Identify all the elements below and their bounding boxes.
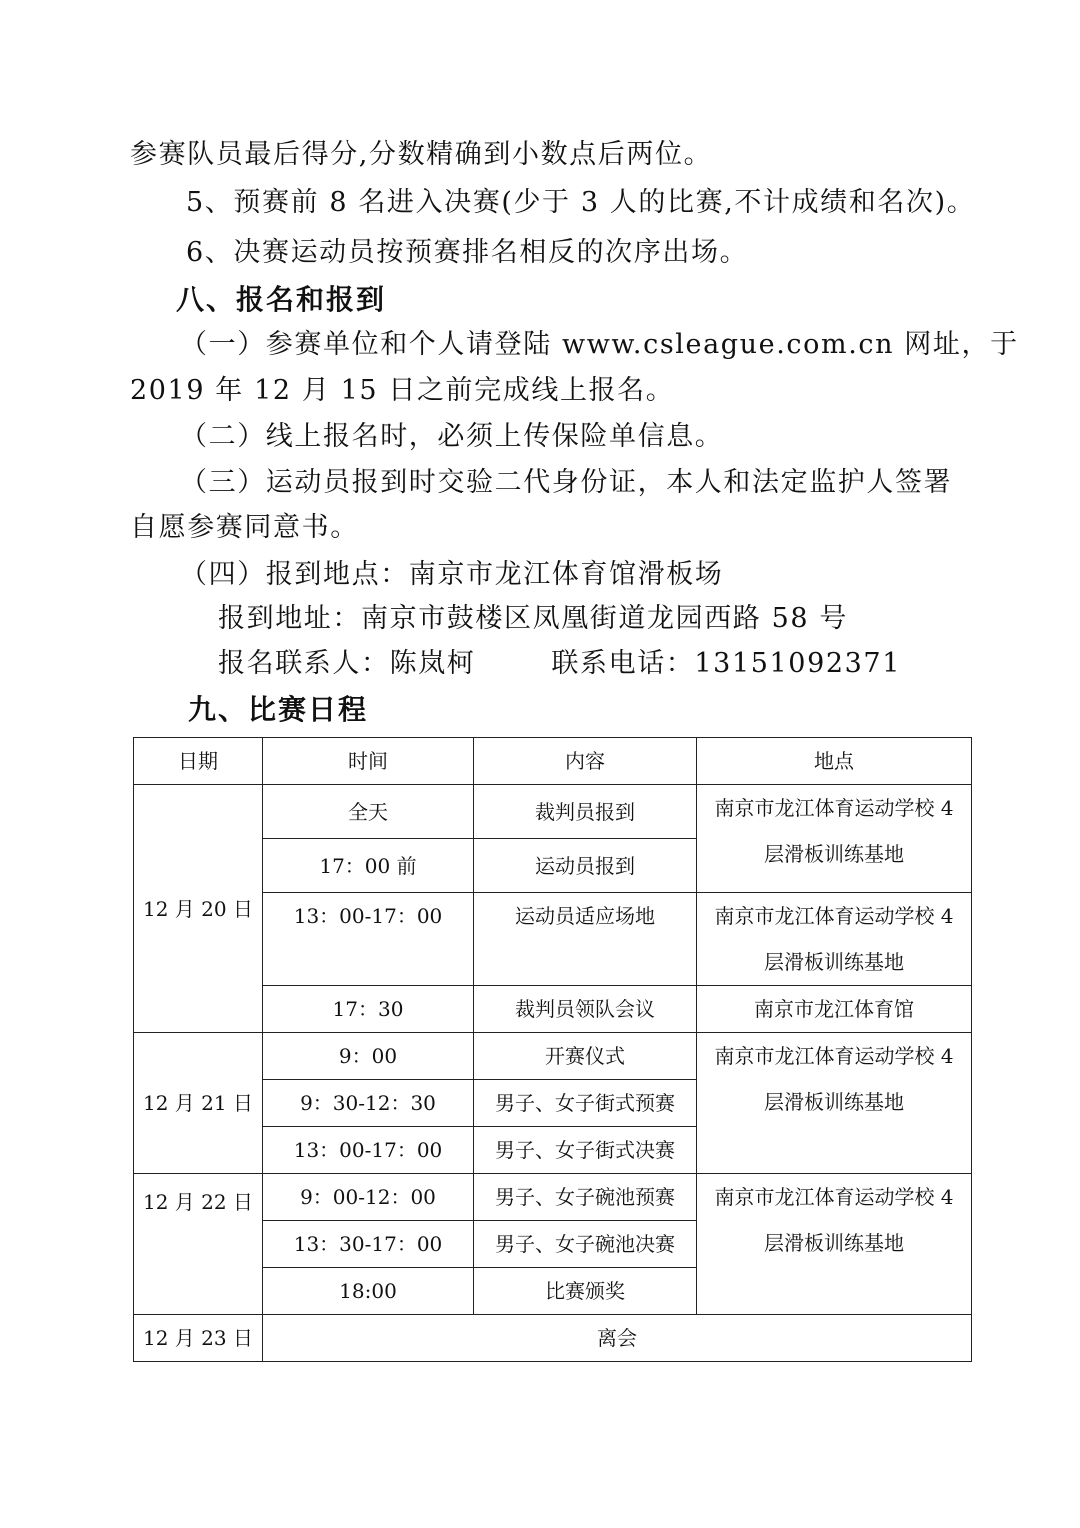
time-cell: 13：30-17：00 — [263, 1221, 474, 1268]
venue-line-2: 层滑板训练基地 — [764, 842, 904, 866]
content-cell: 裁判员报到 — [474, 785, 697, 839]
content-cell: 男子、女子街式决赛 — [474, 1127, 697, 1174]
contact-phone: 联系电话：13151092371 — [551, 648, 901, 679]
paragraph-registration-3a: （三）运动员报到时交验二代身份证，本人和法定监护人签署 — [180, 467, 953, 498]
venue-line-1: 南京市龙江体育运动学校 4 — [714, 796, 954, 820]
schedule-table — [133, 737, 972, 1362]
time-cell: 全天 — [263, 785, 474, 839]
contact-person: 报名联系人：陈岚柯 — [218, 648, 476, 679]
paragraph-registration-4: （四）报到地点：南京市龙江体育馆滑板场 — [180, 559, 724, 590]
date-cell: 12 月 20 日 — [134, 785, 263, 1033]
venue-line-2: 层滑板训练基地 — [764, 1231, 904, 1255]
section-heading-schedule: 九、比赛日程 — [188, 693, 369, 726]
content-cell: 运动员报到 — [474, 839, 697, 893]
header-venue: 地点 — [697, 738, 972, 785]
registration-address: 报到地址：南京市鼓楼区凤凰街道龙园西路 58 号 — [218, 603, 848, 634]
content-cell: 男子、女子碗池预赛 — [474, 1174, 697, 1221]
venue-cell — [697, 1033, 972, 1174]
time-cell: 17：00 前 — [263, 839, 474, 893]
date-cell: 12 月 22 日 — [134, 1174, 263, 1315]
content-cell: 比赛颁奖 — [474, 1268, 697, 1315]
venue-cell — [697, 1174, 972, 1315]
contact-line — [218, 642, 901, 686]
time-cell: 18:00 — [263, 1268, 474, 1315]
content-cell: 运动员适应场地 — [474, 893, 697, 986]
paragraph-score-precision: 参赛队员最后得分,分数精确到小数点后两位。 — [130, 139, 713, 170]
venue-cell — [697, 785, 972, 893]
header-content: 内容 — [474, 738, 697, 785]
time-cell: 13：00-17：00 — [263, 1127, 474, 1174]
venue-line-2: 层滑板训练基地 — [764, 1090, 904, 1114]
departure-cell: 离会 — [263, 1315, 972, 1362]
venue-line-1: 南京市龙江体育运动学校 4 — [714, 1044, 954, 1068]
content-cell: 开赛仪式 — [474, 1033, 697, 1080]
paragraph-rule-5: 5、预赛前 8 名进入决赛(少于 3 人的比赛,不计成绩和名次)。 — [186, 187, 976, 218]
time-cell: 9：00-12：00 — [263, 1174, 474, 1221]
table-row — [134, 785, 972, 839]
table-row — [134, 1174, 972, 1221]
date-cell: 12 月 23 日 — [134, 1315, 263, 1362]
paragraph-rule-6: 6、决赛运动员按预赛排名相反的次序出场。 — [186, 237, 749, 268]
venue-cell: 南京市龙江体育馆 — [697, 986, 972, 1033]
venue-line-1: 南京市龙江体育运动学校 4 — [714, 904, 954, 928]
header-date: 日期 — [134, 738, 263, 785]
time-cell: 9：00 — [263, 1033, 474, 1080]
time-cell: 17：30 — [263, 986, 474, 1033]
content-cell: 男子、女子碗池决赛 — [474, 1221, 697, 1268]
content-cell: 男子、女子街式预赛 — [474, 1080, 697, 1127]
header-time: 时间 — [263, 738, 474, 785]
paragraph-registration-1b: 2019 年 12 月 15 日之前完成线上报名。 — [130, 375, 675, 406]
content-cell: 裁判员领队会议 — [474, 986, 697, 1033]
paragraph-registration-2: （二）线上报名时，必须上传保险单信息。 — [180, 421, 724, 452]
paragraph-registration-3b: 自愿参赛同意书。 — [130, 512, 359, 543]
time-cell: 13：00-17：00 — [263, 893, 474, 986]
table-header-row — [134, 738, 972, 785]
section-heading-registration: 八、报名和报到 — [176, 283, 387, 316]
venue-cell — [697, 893, 972, 986]
table-row — [134, 1315, 972, 1362]
venue-line-2: 层滑板训练基地 — [764, 950, 904, 974]
date-cell: 12 月 21 日 — [134, 1033, 263, 1174]
paragraph-registration-1a: （一）参赛单位和个人请登陆 www.csleague.com.cn 网址，于 — [180, 329, 1019, 360]
table-row — [134, 1033, 972, 1080]
venue-line-1: 南京市龙江体育运动学校 4 — [714, 1185, 954, 1209]
time-cell: 9：30-12：30 — [263, 1080, 474, 1127]
